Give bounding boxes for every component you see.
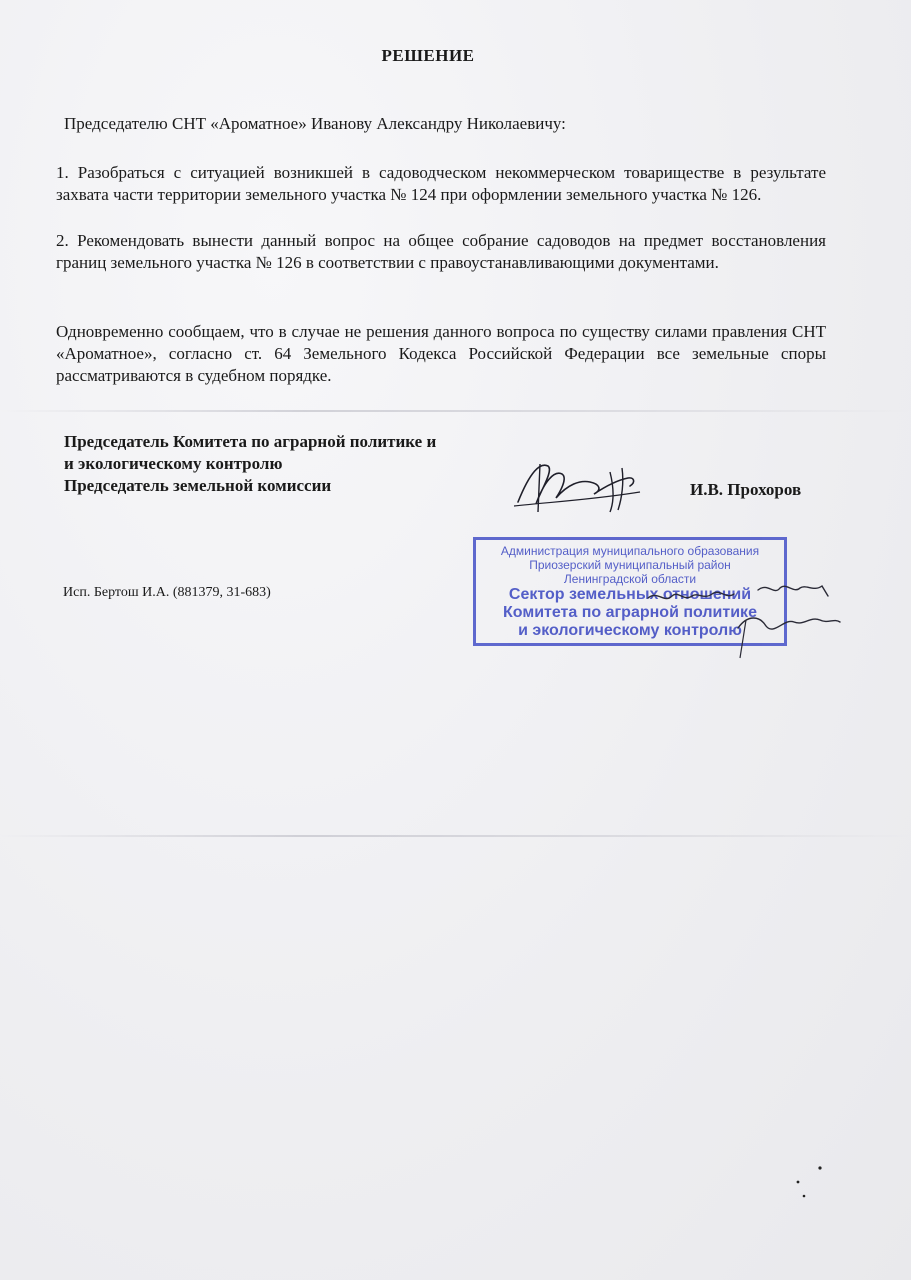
signatory-title-line-1: Председатель Комитета по аграрной политике и: [64, 432, 437, 451]
item-2-paragraph: 2. Рекомендовать вынести данный вопрос на общее собрание садоводов на предмет восстановления границ земельного участка № 126 в соответствии с правоустанавливающими документами.: [56, 231, 826, 272]
stamp-line-3: Ленинградской области: [563, 572, 697, 586]
executor-line: Исп. Бертош И.А. (881379, 31-683): [63, 585, 271, 600]
document-title: РЕШЕНИЕ: [381, 46, 475, 65]
handwritten-certification-note: [628, 570, 848, 665]
paper-fold-line: [0, 835, 911, 837]
stamp-line-4: Сектор земельных отношений: [508, 586, 752, 603]
signatory-title-block: [64, 431, 436, 497]
handwritten-signature: [510, 452, 650, 522]
signatory-title-line-2: и экологическому контролю: [64, 454, 283, 473]
stamp-line-5: Комитета по аграрной политике: [503, 604, 757, 621]
signer-name: И.В. Прохоров: [690, 480, 802, 499]
addressee-line: Председателю СНТ «Ароматное» Иванову Александру Николаевичу:: [64, 114, 566, 133]
stamp-line-6: и экологическому контролю: [518, 622, 742, 639]
notice-paragraph: Одновременно сообщаем, что в случае не решения данного вопроса по существу силами правления СНТ «Ароматное», согласно ст. 64 Земельного Кодекса Российской Федерации все земельные споры рассматриваются в судебном порядке.: [56, 322, 826, 385]
signatory-title-line-3: Председатель земельной комиссии: [64, 476, 332, 495]
stamp-line-2: Приозерский муниципальный район: [529, 558, 731, 572]
ink-specks: [790, 1160, 830, 1210]
paper-fold-line: [0, 410, 911, 412]
stamp-line-1: Администрация муниципального образования: [500, 544, 760, 558]
item-1-paragraph: 1. Разобраться с ситуацией возникшей в садоводческом некоммерческом товариществе в результате захвата части территории земельного участка № 124 при оформлении земельного участка № 126.: [56, 163, 826, 204]
